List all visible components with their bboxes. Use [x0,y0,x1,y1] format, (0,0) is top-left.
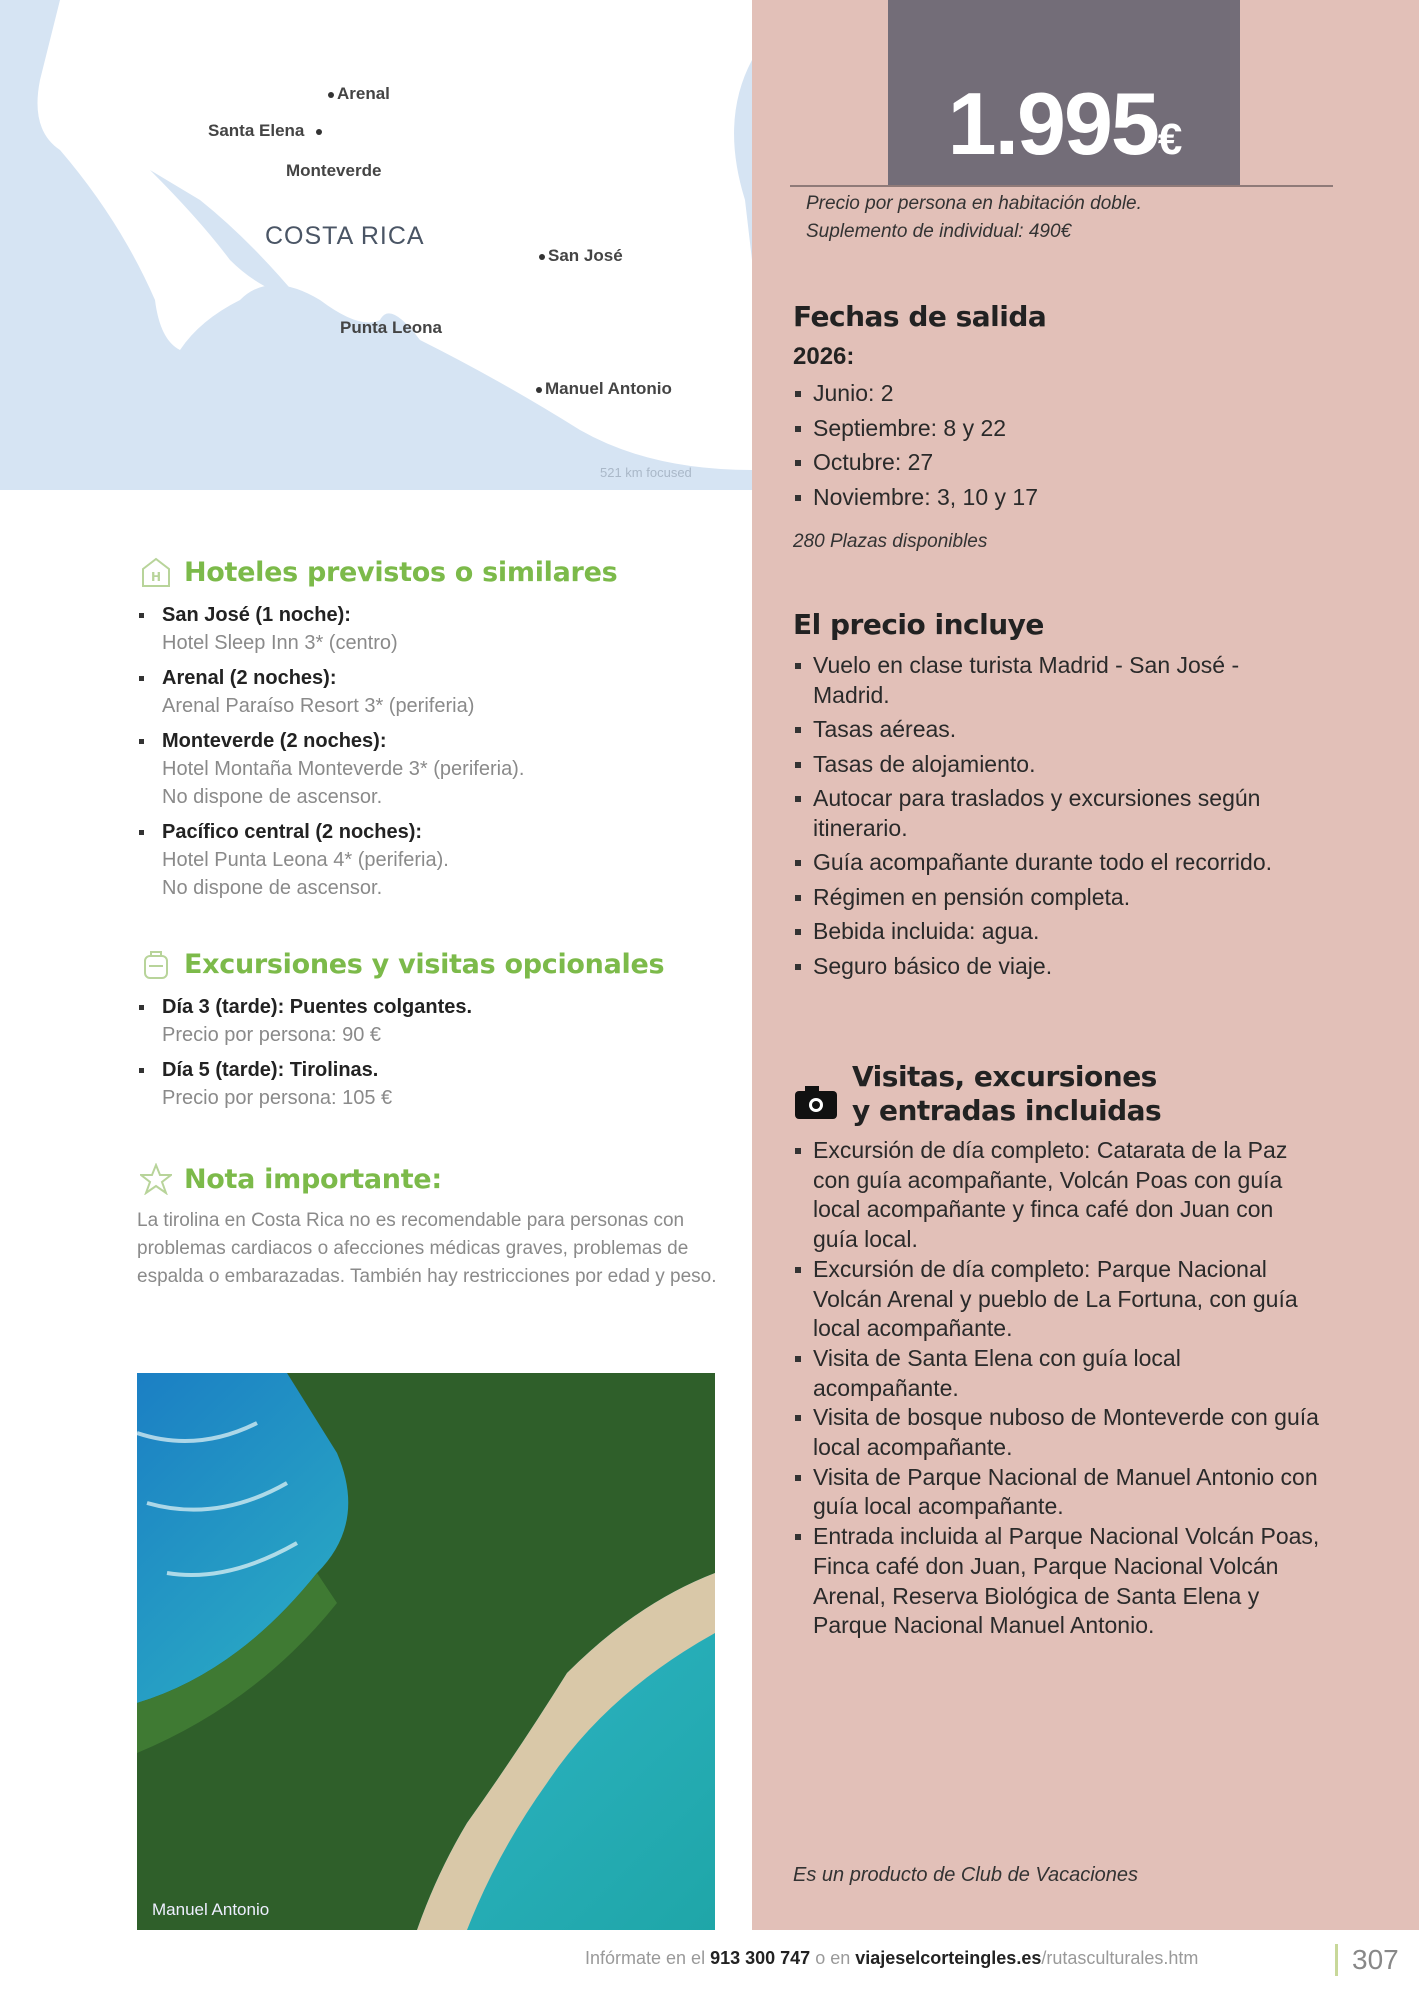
date-item: Noviembre: 3, 10 y 17 [793,480,1038,515]
map-city-santa-elena: Santa Elena [208,121,325,141]
visit-item: Entrada incluida al Parque Nacional Volcán Poas, Finca café don Juan, Parque Nacional Volcán Arenal, Reserva Biológica de Santa Elena y Parque Nacional Manuel Antonio. [793,1522,1323,1641]
producer-note: Es un producto de Club de Vacaciones [793,1864,1139,1886]
hotel-icon [140,556,172,588]
date-item: Septiembre: 8 y 22 [793,411,1038,446]
footer-contact: Infórmate en el 913 300 747 o en viajeselcorteingles.es/rutasculturales.htm [585,1948,1199,1968]
date-item: Junio: 2 [793,376,1038,411]
svg-text:H: H [151,570,161,584]
optional-item: Día 3 (tarde): Puentes colgantes. Precio por persona: 90 € [137,993,472,1049]
manuel-antonio-photo [137,1373,715,1930]
hotel-item: Arenal (2 noches): Arenal Paraíso Resort 3* (periferia) [137,664,524,720]
seats-available: 280 Plazas disponibles [793,531,988,552]
date-item: Octubre: 27 [793,445,1038,480]
dates-year: 2026: [793,343,855,370]
hotel-item: San José (1 noche): Hotel Sleep Inn 3* (centro) [137,601,524,657]
dates-list [793,376,1038,514]
phone-number: 913 300 747 [710,1948,811,1968]
map-city-manuel-antonio: Manuel Antonio [533,379,672,399]
include-item: Tasas aéreas. [793,715,1313,745]
includes-title: El precio incluye [793,608,1044,641]
optional-list [137,993,472,1119]
visit-item: Excursión de día completo: Parque Nacional Volcán Arenal y pueblo de La Fortuna, con guía local acompañante. [793,1255,1323,1344]
visits-list [793,1136,1323,1641]
page-number: 307 [1335,1944,1399,1976]
divider [790,185,1333,187]
hotel-item: Pacífico central (2 noches): Hotel Punta Leona 4* (periferia). No dispone de ascensor. [137,818,524,902]
include-item: Autocar para traslados y excursiones según itinerario. [793,784,1313,843]
optional-item: Día 5 (tarde): Tirolinas. Precio por persona: 105 € [137,1056,472,1112]
optional-heading: Excursiones y visitas opcionales [140,948,664,980]
map-city-punta-leona: Punta Leona [340,318,443,337]
dates-title: Fechas de salida [793,300,1047,333]
map-city-san-jose: San José [536,246,623,266]
star-icon [140,1163,172,1195]
include-item: Vuelo en clase turista Madrid - San José - Madrid. [793,651,1313,710]
hotel-item: Monteverde (2 noches): Hotel Montaña Monteverde 3* (periferia). No dispone de ascensor. [137,727,524,811]
visit-item: Visita de Santa Elena con guía local acompañante. [793,1344,1323,1403]
route-map [0,0,752,490]
map-scale: 521 km focused [600,465,692,480]
include-item: Guía acompañante durante todo el recorrido. [793,848,1313,878]
include-item: Bebida incluida: agua. [793,917,1313,947]
price-box [888,0,1240,185]
photo-caption: Manuel Antonio [152,1900,270,1919]
price-note: Precio por persona en habitación doble. [806,193,1142,214]
camera-icon [795,1085,837,1124]
note-text: La tirolina en Costa Rica no es recomendable para personas con problemas cardiacos o afecciones médicas graves, problemas de espalda o embarazadas. También hay restricciones por edad y peso. [137,1210,717,1287]
includes-list [793,651,1313,986]
include-item: Tasas de alojamiento. [793,750,1313,780]
include-item: Seguro básico de viaje. [793,952,1313,982]
map-city-monteverde: Monteverde [286,161,382,180]
single-supplement: Suplemento de individual: 490€ [806,221,1072,242]
visit-item: Visita de bosque nuboso de Monteverde con guía local acompañante. [793,1403,1323,1462]
visit-item: Excursión de día completo: Catarata de la Paz con guía acompañante, Volcán Poas con guía local acompañante y finca café don Juan con guía local. [793,1136,1323,1255]
visits-title: Visitas, excursiones y entradas incluidas [852,1060,1162,1127]
hotels-list [137,601,524,909]
website-link[interactable]: viajeselcorteingles.es [855,1948,1042,1968]
include-item: Régimen en pensión completa. [793,883,1313,913]
backpack-icon [140,948,172,980]
hotels-heading: H Hoteles previstos o similares [140,556,617,588]
visit-item: Visita de Parque Nacional de Manuel Antonio con guía local acompañante. [793,1463,1323,1522]
map-country-label: COSTA RICA [265,222,425,250]
price: 1.995€ [947,74,1181,173]
map-city-arenal: Arenal [325,84,390,104]
note-heading: Nota importante: [140,1163,442,1195]
